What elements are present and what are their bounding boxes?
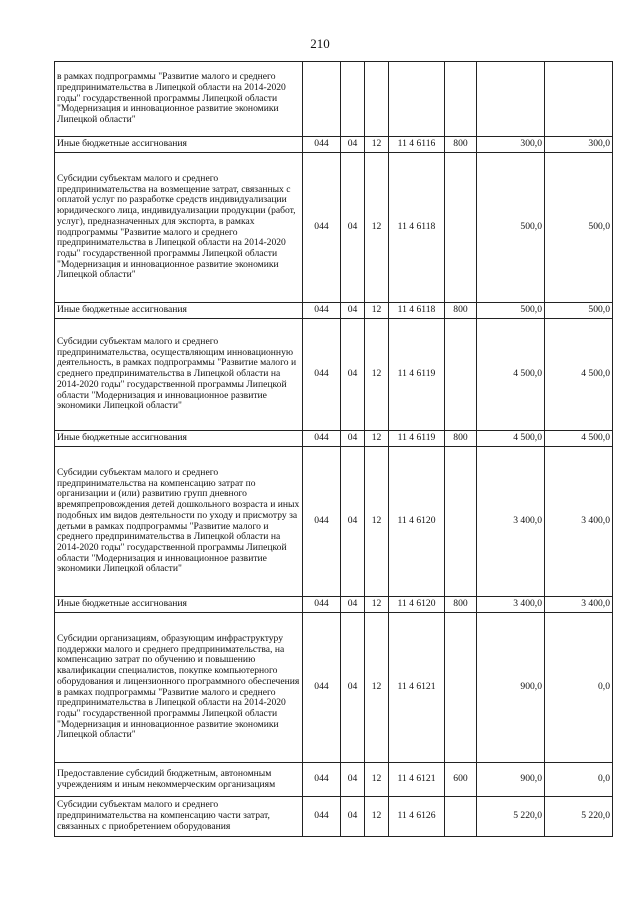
amount-plan: 500,0 (477, 303, 545, 319)
amount-plan: 900,0 (477, 613, 545, 763)
section-code: 04 (341, 319, 365, 431)
amount-plan: 4 500,0 (477, 431, 545, 447)
target-article-code: 11 4 6119 (389, 431, 445, 447)
target-article-code: 11 4 6118 (389, 153, 445, 303)
section-code: 04 (341, 613, 365, 763)
section-code: 04 (341, 763, 365, 797)
table-row (55, 597, 613, 613)
amount-executed: 5 220,0 (545, 797, 613, 837)
subsection-code: 12 (365, 763, 389, 797)
row-description: Субсидии организациям, образующим инфраструктуру поддержки малого и среднего предпринимательства, на компенсацию затрат по обучению и повышению квалификации специалистов, покупке компьютерного оборудования и лицензионного программного обеспечения в рамках подпрограммы "Развитие малого и среднего предпринимательства в Липецкой области на 2014-2020 годы" государственной программы Липецкой области "Модернизация и инновационное развитие экономики Липецкой области" (55, 613, 303, 763)
subsection-code: 12 (365, 597, 389, 613)
expense-type-code (445, 62, 477, 137)
target-article-code: 11 4 6126 (389, 797, 445, 837)
subsection-code (365, 62, 389, 137)
amount-plan: 500,0 (477, 153, 545, 303)
section-code: 04 (341, 137, 365, 153)
subsection-code: 12 (365, 797, 389, 837)
subsection-code: 12 (365, 447, 389, 597)
target-article-code: 11 4 6121 (389, 613, 445, 763)
amount-executed: 4 500,0 (545, 319, 613, 431)
amount-executed: 0,0 (545, 613, 613, 763)
amount-executed: 500,0 (545, 303, 613, 319)
expense-type-code (445, 797, 477, 837)
target-article-code (389, 62, 445, 137)
table-row (55, 447, 613, 597)
page-number: 210 (310, 36, 330, 51)
target-article-code: 11 4 6116 (389, 137, 445, 153)
amount-executed: 500,0 (545, 153, 613, 303)
table-row (55, 319, 613, 431)
expense-type-code: 800 (445, 303, 477, 319)
section-code: 04 (341, 797, 365, 837)
row-description: Иные бюджетные ассигнования (55, 597, 303, 613)
table-row (55, 797, 613, 837)
row-description: Предоставление субсидий бюджетным, автономным учреждениям и иным некоммерческим организациям (55, 763, 303, 797)
section-code: 04 (341, 303, 365, 319)
subsection-code: 12 (365, 613, 389, 763)
ministry-code: 044 (303, 797, 341, 837)
row-description: в рамках подпрограммы "Развитие малого и среднего предпринимательства в Липецкой области на 2014-2020 годы" государственной программы Липецкой области "Модернизация и инновационное развитие экономики Липецкой области" (55, 62, 303, 137)
ministry-code: 044 (303, 431, 341, 447)
target-article-code: 11 4 6118 (389, 303, 445, 319)
expense-type-code (445, 613, 477, 763)
amount-executed: 0,0 (545, 763, 613, 797)
row-description: Иные бюджетные ассигнования (55, 137, 303, 153)
expense-type-code: 600 (445, 763, 477, 797)
amount-executed: 3 400,0 (545, 597, 613, 613)
row-description: Субсидии субъектам малого и среднего предпринимательства на компенсацию затрат по организации и (или) развитию групп дневного времяпрепровождения детей дошкольного возраста и иных подобных им видов деятельности по уходу и присмотру за детьми в рамках подпрограммы "Развитие малого и среднего предпринимательства в Липецкой области на 2014-2020 годы" государственной программы Липецкой области "Модернизация и инновационное развитие экономики Липецкой области" (55, 447, 303, 597)
subsection-code: 12 (365, 137, 389, 153)
table-row (55, 431, 613, 447)
subsection-code: 12 (365, 431, 389, 447)
ministry-code: 044 (303, 137, 341, 153)
section-code: 04 (341, 431, 365, 447)
target-article-code: 11 4 6119 (389, 319, 445, 431)
amount-plan: 4 500,0 (477, 319, 545, 431)
section-code: 04 (341, 447, 365, 597)
budget-table-body (55, 62, 613, 837)
amount-plan: 3 400,0 (477, 447, 545, 597)
budget-table (54, 61, 613, 837)
expense-type-code: 800 (445, 137, 477, 153)
ministry-code (303, 62, 341, 137)
section-code: 04 (341, 597, 365, 613)
row-description: Субсидии субъектам малого и среднего предпринимательства на компенсацию части затрат, связанных с приобретением оборудования (55, 797, 303, 837)
amount-plan (477, 62, 545, 137)
section-code (341, 62, 365, 137)
amount-executed: 300,0 (545, 137, 613, 153)
table-row (55, 613, 613, 763)
section-code: 04 (341, 153, 365, 303)
subsection-code: 12 (365, 303, 389, 319)
amount-executed: 4 500,0 (545, 431, 613, 447)
table-row (55, 153, 613, 303)
expense-type-code: 800 (445, 597, 477, 613)
row-description: Субсидии субъектам малого и среднего предпринимательства, осуществляющим инновационную деятельность, в рамках подпрограммы "Развитие малого и среднего предпринимательства в Липецкой области на 2014-2020 годы" государственной программы Липецкой области "Модернизация и инновационное развитие экономики Липецкой области" (55, 319, 303, 431)
ministry-code: 044 (303, 303, 341, 319)
ministry-code: 044 (303, 613, 341, 763)
target-article-code: 11 4 6120 (389, 597, 445, 613)
table-row (55, 137, 613, 153)
ministry-code: 044 (303, 319, 341, 431)
ministry-code: 044 (303, 763, 341, 797)
amount-executed (545, 62, 613, 137)
amount-plan: 5 220,0 (477, 797, 545, 837)
expense-type-code: 800 (445, 431, 477, 447)
ministry-code: 044 (303, 447, 341, 597)
row-description: Иные бюджетные ассигнования (55, 303, 303, 319)
ministry-code: 044 (303, 597, 341, 613)
ministry-code: 044 (303, 153, 341, 303)
amount-plan: 3 400,0 (477, 597, 545, 613)
amount-plan: 300,0 (477, 137, 545, 153)
table-row (55, 62, 613, 137)
amount-executed: 3 400,0 (545, 447, 613, 597)
row-description: Иные бюджетные ассигнования (55, 431, 303, 447)
target-article-code: 11 4 6120 (389, 447, 445, 597)
expense-type-code (445, 153, 477, 303)
subsection-code: 12 (365, 153, 389, 303)
subsection-code: 12 (365, 319, 389, 431)
table-row (55, 303, 613, 319)
amount-plan: 900,0 (477, 763, 545, 797)
target-article-code: 11 4 6121 (389, 763, 445, 797)
expense-type-code (445, 319, 477, 431)
table-row (55, 763, 613, 797)
expense-type-code (445, 447, 477, 597)
row-description: Субсидии субъектам малого и среднего предпринимательства на возмещение затрат, связанных с оплатой услуг по разработке средств индивидуализации юридического лица, индивидуализации продукции (работ, услуг), предназначенных для экспорта, в рамках подпрограммы "Развитие малого и среднего предпринимательства в Липецкой области на 2014-2020 годы" государственной программы Липецкой области "Модернизация и инновационное развитие экономики Липецкой области" (55, 153, 303, 303)
